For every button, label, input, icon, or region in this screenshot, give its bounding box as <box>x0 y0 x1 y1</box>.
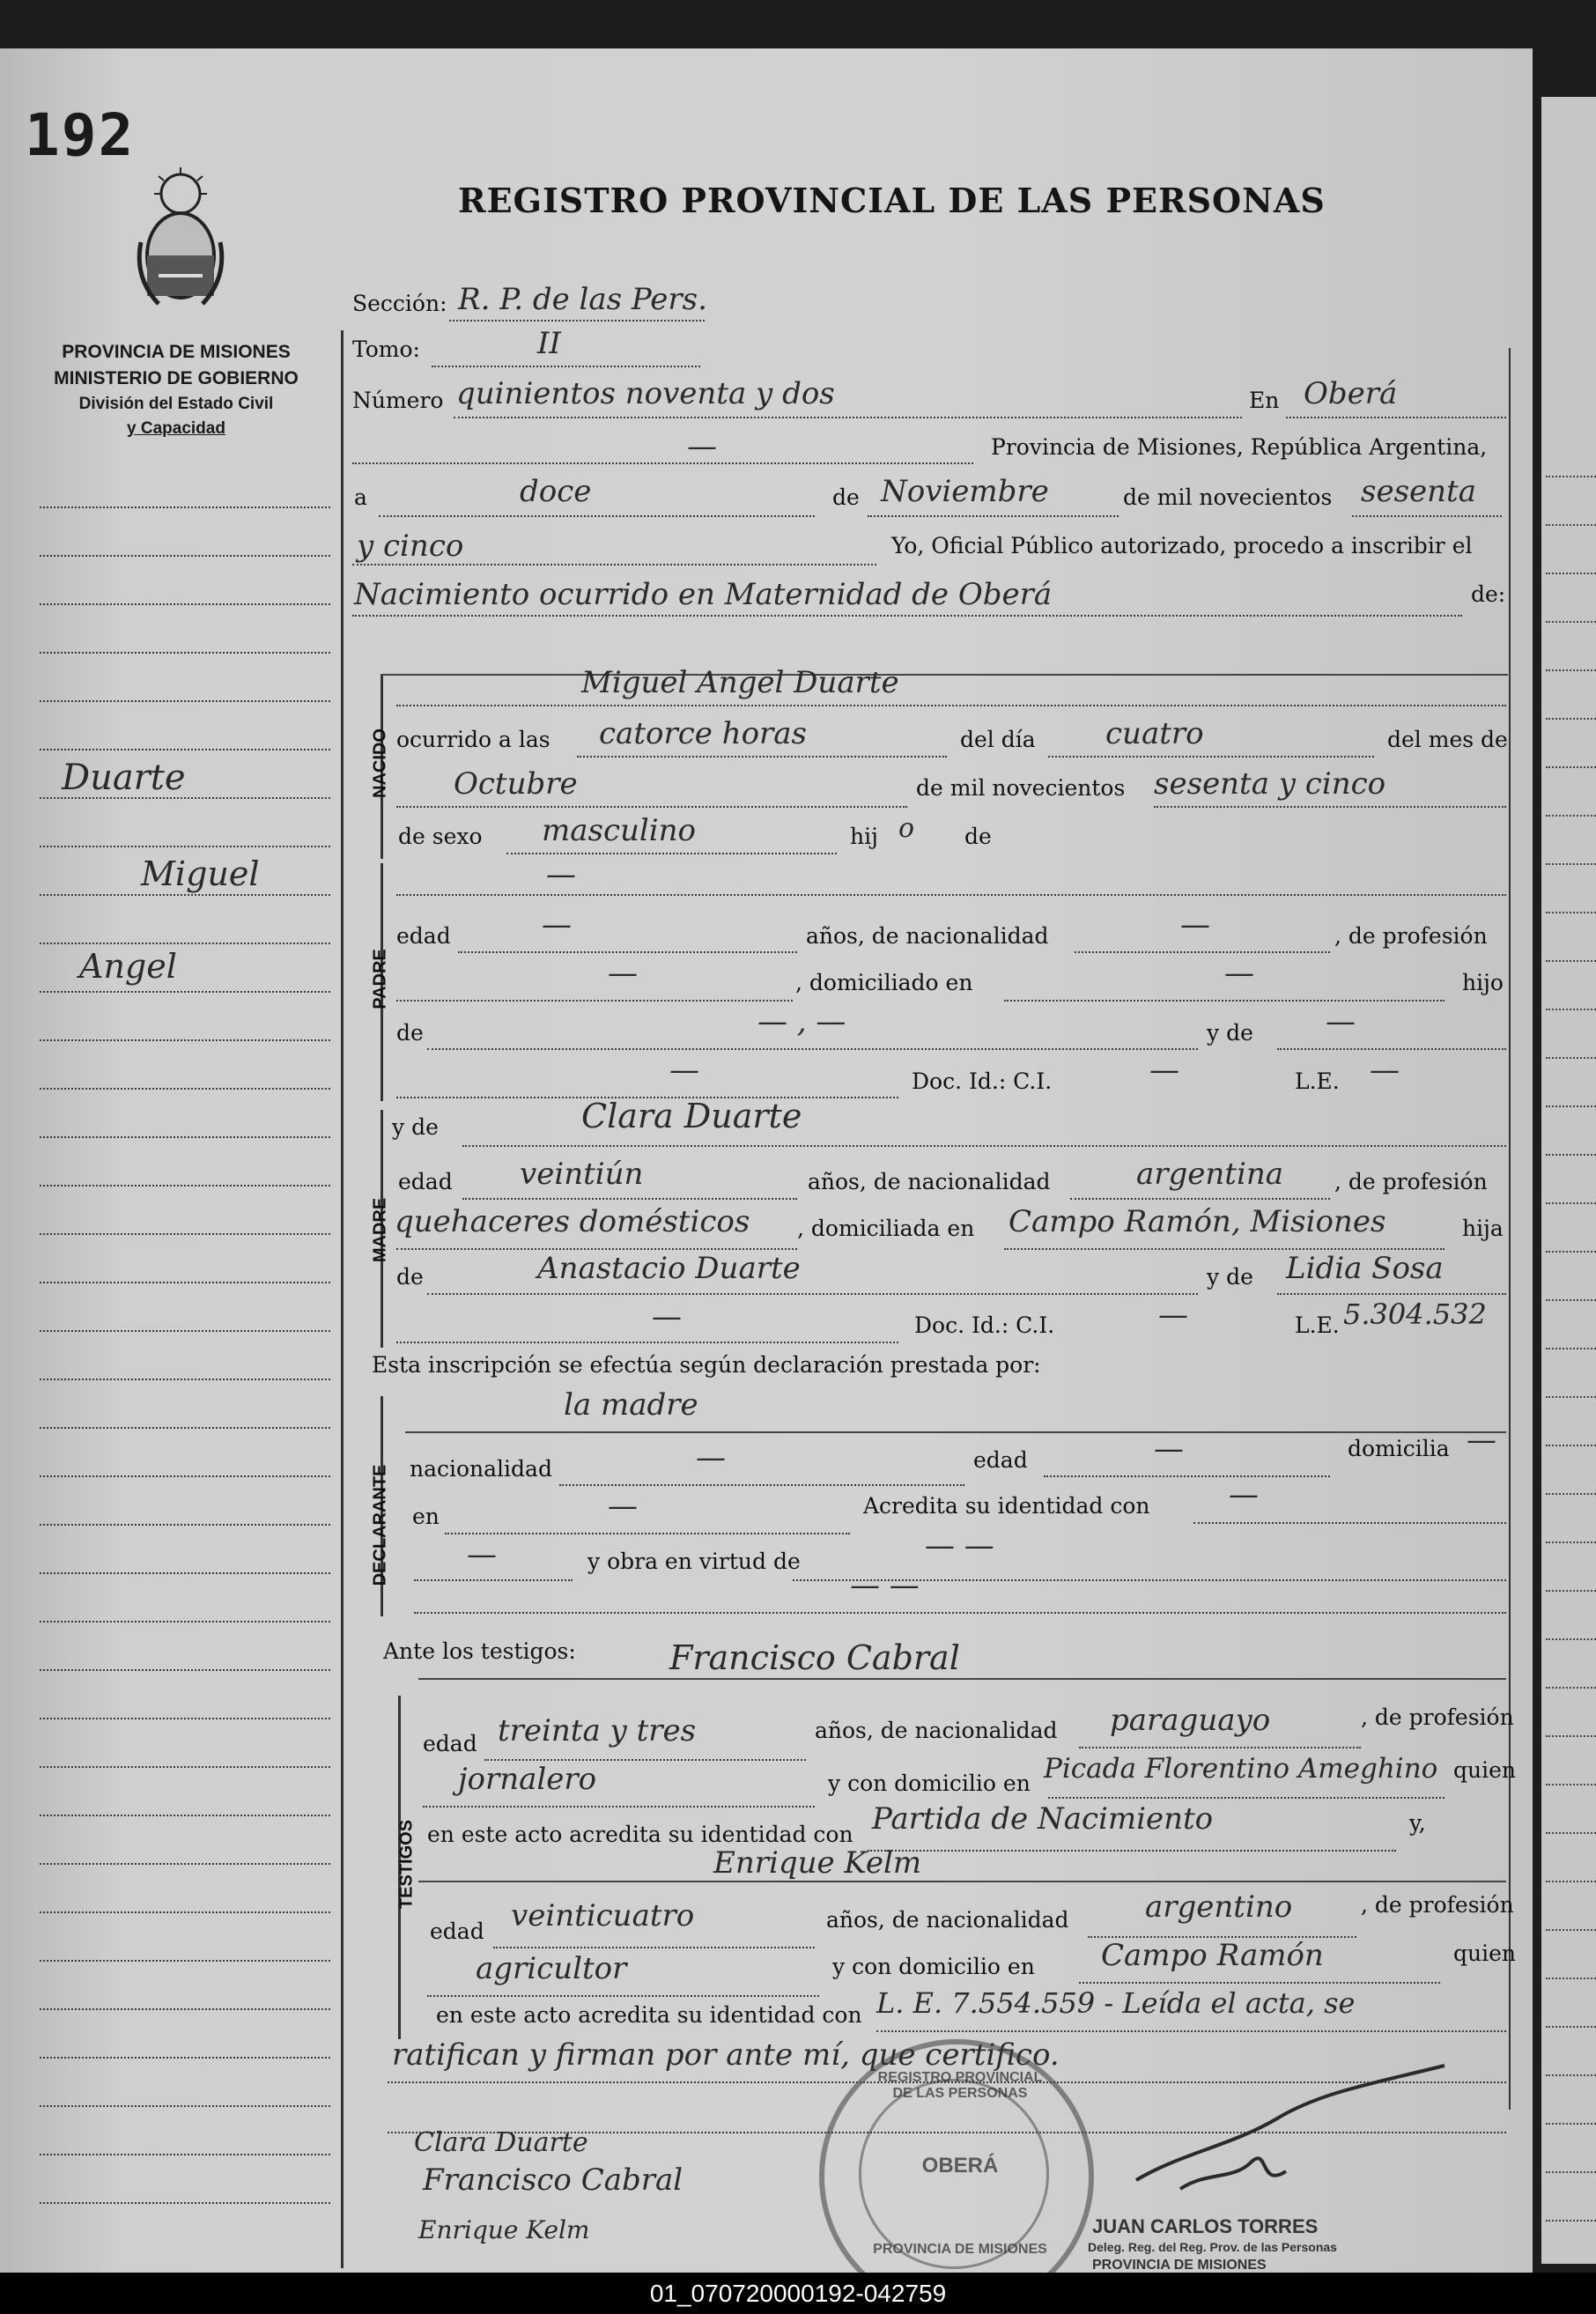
margin-ruled-line <box>40 1911 330 1913</box>
edge-ruled-line <box>1546 1493 1596 1495</box>
madre-nac-line <box>1070 1198 1330 1200</box>
anio-value-2: y cinco <box>357 529 464 564</box>
madre-prof-value: quehaceres domésticos <box>395 1204 750 1239</box>
page-number: 192 <box>25 101 136 169</box>
hij-label: hij <box>850 824 878 849</box>
madre-madre-value: Lidia Sosa <box>1286 1251 1444 1286</box>
t1-quien-label: quien <box>1453 1757 1516 1783</box>
t1-acto-label: en este acto acredita su identidad con <box>427 1822 853 1847</box>
margin-ruled-line <box>40 1572 330 1574</box>
margin-ruled-line <box>40 1233 330 1235</box>
t1-edad-label: edad <box>423 1731 477 1756</box>
mes-value: Noviembre <box>881 474 1049 509</box>
declarante-last-line <box>414 1612 1506 1614</box>
hecho-value: Nacimiento ocurrido en Maternidad de Oberá <box>354 577 1053 612</box>
madre-section-label: MADRE <box>370 1197 390 1263</box>
madre-nombre-line <box>462 1145 1506 1147</box>
margin-ruled-line <box>40 1379 330 1380</box>
padre-yde-value: — <box>1326 1004 1356 1039</box>
document-title: REGISTRO PROVINCIAL DE LAS PERSONAS <box>458 181 1326 220</box>
main-frame-right <box>1509 348 1511 2110</box>
issuer-line-3: División del Estado Civil <box>78 395 274 413</box>
margin-ruled-line <box>40 1766 330 1768</box>
t1-doc: Partida de Nacimiento <box>872 1801 1214 1837</box>
mes-nac-line <box>396 806 907 808</box>
edge-ruled-line <box>1546 476 1596 477</box>
edge-ruled-line <box>1546 1832 1596 1834</box>
margin-ruled-line <box>40 555 330 557</box>
t2-prof: agricultor <box>476 1951 627 1986</box>
margin-ruled-line <box>40 2105 330 2107</box>
margin-ruled-line <box>40 1475 330 1477</box>
hecho-line <box>352 615 1462 617</box>
edge-ruled-line <box>1546 1638 1596 1640</box>
edge-ruled-line <box>1546 960 1596 962</box>
hij-value: o <box>898 813 915 844</box>
t1-dom: Picada Florentino Ameghino <box>1044 1753 1438 1785</box>
padre-nac-label: años, de nacionalidad <box>806 923 1049 949</box>
t2-doc: L. E. 7.554.559 - Leída el acta, se <box>876 1986 1356 2020</box>
edge-ruled-line <box>1546 1251 1596 1253</box>
margin-ruled-line <box>40 1863 330 1865</box>
t2-dom: Campo Ramón <box>1101 1938 1324 1973</box>
declarante-en-label: en <box>412 1504 440 1529</box>
hora-value: catorce horas <box>599 716 808 751</box>
t1-doc-line <box>868 1850 1396 1852</box>
margin-ruled-line <box>40 1669 330 1671</box>
nacido-mil-label: de mil novecientos <box>916 775 1126 801</box>
seccion-line <box>449 320 705 322</box>
declarante-acredita-label: Acredita su identidad con <box>863 1493 1150 1519</box>
adjacent-page-edge <box>1541 97 1596 2264</box>
edge-ruled-line <box>1546 2220 1596 2222</box>
numero-label: Número <box>352 388 444 413</box>
declarante-obra-label: y obra en virtud de <box>587 1549 801 1574</box>
edge-ruled-line <box>1546 2026 1596 2028</box>
declarante-last-dashes: — — <box>850 1568 920 1603</box>
declarante-domicilia-value: — <box>1467 1423 1496 1458</box>
edge-ruled-line <box>1546 2123 1596 2125</box>
tomo-label: Tomo: <box>352 336 420 362</box>
declarante-nac-value: — <box>696 1440 726 1475</box>
t1-edad: treinta y tres <box>498 1713 697 1748</box>
margin-ruled-line <box>40 2202 330 2204</box>
declarante-acredita-line <box>1193 1522 1506 1524</box>
edge-ruled-line <box>1546 2171 1596 2173</box>
madre-hija-label: hija <box>1462 1216 1504 1241</box>
edge-ruled-line <box>1546 1009 1596 1010</box>
signature-3: Enrique Kelm <box>418 2215 590 2244</box>
signature-2: Francisco Cabral <box>423 2162 683 2198</box>
edge-ruled-line <box>1546 573 1596 574</box>
t2-nombre: Enrique Kelm <box>713 1845 922 1881</box>
officer-name: JUAN CARLOS TORRES <box>1092 2215 1319 2237</box>
edge-ruled-line <box>1546 815 1596 817</box>
margin-ruled-line <box>40 1524 330 1526</box>
declarante-edad-line <box>1044 1475 1330 1477</box>
padre-prof-line <box>396 1000 793 1002</box>
margin-ruled-line <box>40 1427 330 1429</box>
declarante-edad-value: — <box>1154 1431 1184 1467</box>
t2-prof-label: , de profesión <box>1361 1892 1514 1918</box>
seccion-label: Sección: <box>352 291 447 316</box>
t1-nac: paraguayo <box>1110 1703 1271 1738</box>
stamp-bottom-text: PROVINCIA DE MISIONES <box>873 2242 1047 2257</box>
declarante-en-value: — <box>608 1489 638 1524</box>
margin-ruled-line <box>40 1815 330 1816</box>
t1-nac-label: años, de nacionalidad <box>815 1718 1058 1743</box>
en-value: Oberá <box>1304 376 1398 411</box>
margin-ruled-line <box>40 749 330 750</box>
edge-ruled-line <box>1546 718 1596 720</box>
nacido-de-label: de <box>964 824 992 849</box>
t1-edad-line <box>484 1759 806 1761</box>
main-frame-left <box>341 330 344 2268</box>
declarante-acredita-value: — <box>1229 1477 1259 1512</box>
margin-ruled-line <box>40 652 330 654</box>
padre-dom-line <box>1004 1000 1445 1002</box>
padre-yde-label: y de <box>1207 1020 1253 1046</box>
t1-prof: jornalero <box>458 1762 597 1797</box>
madre-dash: — <box>652 1299 682 1334</box>
margin-ruled-line <box>40 991 330 993</box>
declarante-nac-line <box>559 1484 964 1486</box>
t1-dom-label: y con domicilio en <box>828 1771 1031 1796</box>
margin-ruled-line <box>40 506 330 508</box>
dia-value: doce <box>520 474 592 509</box>
mes-line <box>868 515 1119 517</box>
madre-doc-value: — <box>1158 1297 1188 1333</box>
tomo-line <box>432 366 700 367</box>
coat-of-arms-icon <box>132 163 229 322</box>
t2-acto-label: en este acto acredita su identidad con <box>436 2002 862 2028</box>
t2-dom-line <box>1079 1982 1440 1984</box>
declarante-obra-pre: — <box>467 1537 497 1572</box>
madre-dom-label: , domiciliada en <box>797 1216 975 1241</box>
madre-nac-value: argentina <box>1136 1157 1284 1192</box>
header-dash: — <box>687 429 717 464</box>
numero-line <box>454 417 1242 418</box>
officer-role: Deleg. Reg. del Reg. Prov. de las Personas <box>1088 2240 1337 2254</box>
padre-prof-value: — <box>608 956 638 991</box>
numero-value: quinientos noventa y dos <box>456 376 835 411</box>
padre-le-label: L.E. <box>1295 1068 1340 1094</box>
declarante-nombre: la madre <box>564 1387 698 1423</box>
margin-ruled-line <box>40 1039 330 1041</box>
edge-ruled-line <box>1546 1299 1596 1301</box>
mil-text: de mil novecientos <box>1123 484 1333 510</box>
margin-ruled-line <box>40 1960 330 1962</box>
edge-ruled-line <box>1546 1105 1596 1107</box>
padre-yde-line <box>1277 1048 1506 1050</box>
nacido-dia-value: cuatro <box>1105 716 1204 751</box>
margin-ruled-line <box>40 700 330 702</box>
padre-nac-value: — <box>1180 907 1210 943</box>
edge-ruled-line <box>1546 1929 1596 1931</box>
madre-doc-pre-line <box>396 1342 898 1343</box>
declarante-obra-pre-line <box>414 1579 573 1581</box>
nombre-line <box>396 705 1506 706</box>
padre-section-label: PADRE <box>370 949 390 1009</box>
madre-dom-value: Campo Ramón, Misiones <box>1009 1204 1386 1239</box>
declarante-en-line <box>445 1533 850 1534</box>
edge-ruled-line <box>1546 1784 1596 1785</box>
madre-madre-line <box>1277 1293 1506 1295</box>
ocurrido-label: ocurrido a las <box>396 727 550 752</box>
edge-ruled-line <box>1546 1348 1596 1349</box>
madre-nac-label: años, de nacionalidad <box>808 1169 1051 1194</box>
edge-ruled-line <box>1546 524 1596 526</box>
declarante-section-label: DECLARANTE <box>370 1464 390 1586</box>
edge-ruled-line <box>1546 1057 1596 1059</box>
padre-nac-line <box>1075 951 1330 953</box>
officer-province: PROVINCIA DE MISIONES <box>1092 2258 1267 2273</box>
margin-ruled-line <box>40 1621 330 1623</box>
margin-ruled-line <box>40 1185 330 1187</box>
nacido-top <box>381 674 1508 676</box>
en-line <box>1286 417 1506 418</box>
t1-nac-line <box>1079 1747 1361 1748</box>
margin-ruled-line <box>40 2057 330 2059</box>
t2-prof-line <box>427 1995 819 1997</box>
nacido-section-label: NACIDO <box>370 728 390 798</box>
t1-nombre: Francisco Cabral <box>669 1638 960 1677</box>
edge-ruled-line <box>1546 1154 1596 1156</box>
madre-le-label: L.E. <box>1295 1312 1340 1338</box>
edge-ruled-line <box>1546 1735 1596 1737</box>
madre-padre-line <box>427 1293 1198 1295</box>
en-label: En <box>1249 388 1280 413</box>
officer-signature-icon <box>1127 2048 1462 2198</box>
padre-le-value: — <box>1370 1053 1400 1088</box>
madre-de-label: de <box>396 1264 424 1290</box>
t2-nac: argentino <box>1145 1889 1293 1925</box>
t2-quien-label: quien <box>1453 1941 1516 1966</box>
signature-1: Clara Duarte <box>414 2127 588 2158</box>
padre-edad-line <box>458 951 797 953</box>
provincia-line <box>352 462 973 464</box>
dia-line <box>379 515 815 517</box>
madre-doc-label: Doc. Id.: C.I. <box>914 1312 1055 1338</box>
margin-surname: Duarte <box>62 758 186 798</box>
madre-edad-label: edad <box>398 1169 453 1194</box>
issuer-block <box>18 339 335 441</box>
madre-yde-label: y de <box>392 1114 439 1140</box>
t1-nombre-line <box>418 1678 1506 1680</box>
madre-nombre: Clara Duarte <box>581 1097 802 1135</box>
t1-y-label: y, <box>1409 1810 1426 1836</box>
padre-doc-label: Doc. Id.: C.I. <box>912 1068 1053 1094</box>
hora-line <box>577 756 947 758</box>
t1-dom-line <box>1048 1797 1445 1799</box>
madre-prof-line <box>396 1248 797 1250</box>
seccion-value: R. P. de las Pers. <box>458 282 707 317</box>
madre-ymadre-label: y de <box>1207 1264 1253 1290</box>
padre-nombre-line <box>396 894 1506 896</box>
madre-le-value: 5.304.532 <box>1343 1297 1487 1331</box>
madre-padre-value: Anastacio Duarte <box>537 1251 801 1286</box>
edge-ruled-line <box>1546 1590 1596 1592</box>
edge-ruled-line <box>1546 766 1596 768</box>
edge-ruled-line <box>1546 2074 1596 2076</box>
edge-ruled-line <box>1546 1541 1596 1543</box>
nacido-dash: — <box>546 857 576 892</box>
padre-doc-value: — <box>1149 1053 1179 1088</box>
madre-edad-value: veintiún <box>520 1157 644 1192</box>
edge-ruled-line <box>1546 1881 1596 1882</box>
testigos-section-label: TESTIGOS <box>396 1819 417 1910</box>
image-code: 01_070720000192-042759 <box>649 2280 947 2307</box>
sexo-label: de sexo <box>398 824 483 849</box>
de-colon: de: <box>1471 581 1506 607</box>
margin-ruled-line <box>40 846 330 847</box>
provincia-text: Provincia de Misiones, República Argentina, <box>991 434 1488 460</box>
anio-nac-line <box>1154 806 1506 808</box>
declarante-nac-label: nacionalidad <box>410 1456 552 1482</box>
edge-ruled-line <box>1546 1396 1596 1398</box>
stamp-ring-text: REGISTRO PROVINCIAL DE LAS PERSONAS <box>877 2070 1043 2101</box>
stamp-center-text: OBERÁ <box>921 2154 999 2177</box>
declarante-domicilia-label: domicilia <box>1348 1436 1450 1461</box>
madre-prof-label: , de profesión <box>1334 1169 1488 1194</box>
edge-ruled-line <box>1546 912 1596 913</box>
t2-edad-line <box>493 1947 815 1948</box>
margin-ruled-line <box>40 1282 330 1283</box>
dia-nac-line <box>1048 756 1374 758</box>
t2-nac-label: años, de nacionalidad <box>826 1907 1069 1933</box>
margin-given-2: Angel <box>79 947 177 986</box>
nacido-nombre: Miguel Angel Duarte <box>581 665 899 700</box>
t2-doc-line <box>876 2030 1506 2032</box>
madre-edad-line <box>462 1198 797 1200</box>
nacido-anio-value: sesenta y cinco <box>1154 766 1386 802</box>
edge-ruled-line <box>1546 1445 1596 1446</box>
edge-ruled-line <box>1546 1202 1596 1204</box>
madre-dom-line <box>1004 1248 1445 1250</box>
yo-text: Yo, Oficial Público autorizado, procedo a inscribir el <box>891 533 1473 558</box>
t1-prof-line <box>423 1806 815 1808</box>
edge-ruled-line <box>1546 863 1596 865</box>
sexo-value: masculino <box>542 813 697 848</box>
del-mes-label: del mes de <box>1387 727 1508 752</box>
issuer-line-1: PROVINCIA DE MISIONES <box>62 342 291 362</box>
edge-ruled-line <box>1546 1978 1596 1979</box>
margin-ruled-line <box>40 603 330 605</box>
closing-text: ratifican y firman por ante mí, que certifico. <box>392 2037 1060 2073</box>
padre-prof-label: , de profesión <box>1334 923 1488 949</box>
margin-ruled-line <box>40 2154 330 2155</box>
image-code-bar <box>0 2273 1596 2314</box>
padre-dash: — <box>669 1053 699 1088</box>
edge-ruled-line <box>1546 1687 1596 1689</box>
del-dia-label: del día <box>960 727 1036 752</box>
margin-given-1: Miguel <box>141 854 260 893</box>
issuer-line-4: y Capacidad <box>127 419 225 438</box>
declarante-intro: Esta inscripción se efectúa según declaración prestada por: <box>372 1352 1041 1378</box>
padre-dom-label: , domiciliado en <box>795 970 973 995</box>
a-label: a <box>354 484 367 510</box>
t2-dom-label: y con domicilio en <box>832 1954 1035 1979</box>
t2-edad-label: edad <box>430 1918 484 1944</box>
padre-de-value: — , — <box>757 1004 846 1039</box>
tomo-value: II <box>537 326 561 361</box>
margin-ruled-line <box>40 894 330 896</box>
padre-edad-value: — <box>542 907 572 943</box>
margin-ruled-line <box>40 1088 330 1090</box>
sexo-line <box>506 853 837 854</box>
edge-ruled-line <box>1546 669 1596 671</box>
t2-nombre-line <box>418 1881 1506 1882</box>
margin-ruled-line <box>40 2008 330 2010</box>
margin-ruled-line <box>40 1718 330 1719</box>
issuer-line-2: MINISTERIO DE GOBIERNO <box>54 368 299 388</box>
padre-hijo-label: hijo <box>1462 970 1504 995</box>
padre-dom-value: — <box>1224 956 1254 991</box>
anio-line-1 <box>1352 515 1502 517</box>
t1-prof-label: , de profesión <box>1361 1704 1514 1730</box>
margin-ruled-line <box>40 1330 330 1332</box>
margin-ruled-line <box>40 943 330 944</box>
declarante-edad-label: edad <box>973 1447 1028 1473</box>
anio-line-2 <box>352 564 876 566</box>
padre-edad-label: edad <box>396 923 451 949</box>
padre-de-line <box>427 1048 1198 1050</box>
register-page <box>0 48 1533 2273</box>
testigos-intro: Ante los testigos: <box>383 1638 576 1664</box>
padre-de-label: de <box>396 1020 424 1046</box>
edge-ruled-line <box>1546 621 1596 623</box>
margin-ruled-line <box>40 1136 330 1138</box>
nacido-mes-value: Octubre <box>454 766 578 802</box>
t2-edad: veinticuatro <box>511 1898 695 1933</box>
de-label: de <box>832 484 860 510</box>
declarante-obra-value: — — <box>925 1528 994 1564</box>
anio-value-1: sesenta <box>1361 474 1476 509</box>
declarante-nombre-line <box>405 1431 1506 1433</box>
